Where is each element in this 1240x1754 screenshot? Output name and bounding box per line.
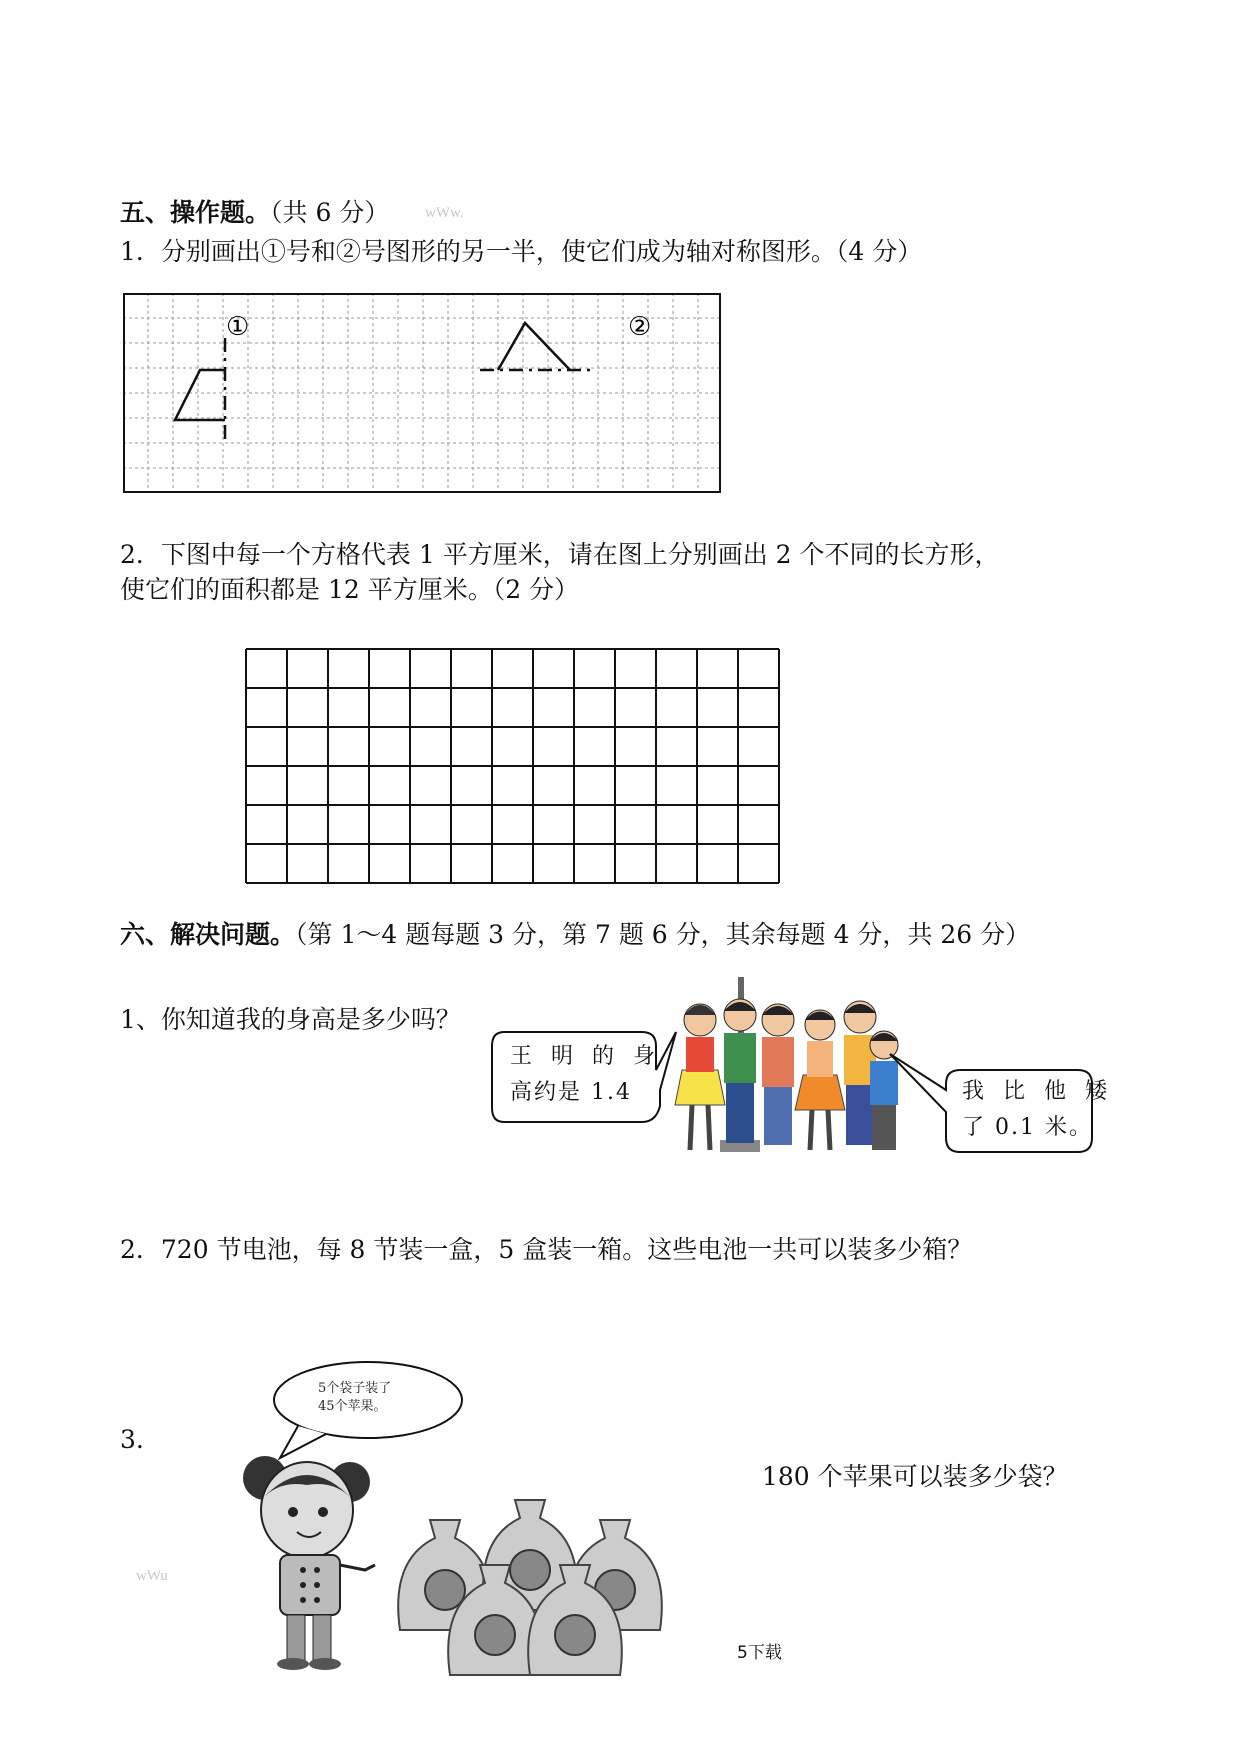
girl-illustration [225,1450,405,1670]
speech-bubble-left-line1: 王 明 的 身 [510,1044,661,1069]
q6-3-number: 3. [120,1425,144,1454]
speech-bubble-right-line1: 我 比 他 矮 [962,1079,1113,1104]
area-grid[interactable] [245,648,780,883]
figure-1-label: ① [226,312,250,342]
q5-2-line1: 2．下图中每一个方格代表 1 平方厘米，请在图上分别画出 2 个不同的长方形， [120,540,1000,569]
section5-heading [120,198,389,228]
section5-heading-text: 五、操作题。 [120,198,271,227]
children-measuring-illustration [660,975,900,1175]
figure-2-half [498,323,570,370]
speech-bubble-right-line2: 了 0.1 米。 [962,1115,1093,1140]
watermark-2: wWu [136,1568,168,1584]
figure-2-label: ② [628,312,652,342]
q5-1-text: 1．分别画出①号和②号图形的另一半，使它们成为轴对称图形。（4 分） [120,237,923,266]
q5-2-line2: 使它们的面积都是 12 平方厘米。（2 分） [120,575,580,604]
section6-heading-text: 六、解决问题。 [120,920,296,949]
section6-score: （第 1～4 题每题 3 分，第 7 题 6 分，其余每题 4 分，共 26 分） [295,920,1031,949]
thought-bubble-line2: 45个苹果。 [318,1399,387,1414]
footer-fragment: 5下载 [737,1643,782,1663]
q6-3-question: 180 个苹果可以装多少袋？ [762,1462,1068,1491]
figure-1-half [175,370,225,420]
section5-score: （共 6 分） [270,198,390,227]
section6-heading [120,920,1030,950]
speech-bubble-left-line2: 高约是 1.4 [510,1080,632,1105]
q6-2-text: 2．720 节电池，每 8 节装一盒，5 盒装一箱。这些电池一共可以装多少箱？ [120,1235,973,1264]
watermark: wWw. [425,205,464,221]
thought-bubble-line1: 5个袋子装了 [318,1381,392,1396]
symmetry-grid[interactable] [123,293,721,493]
q6-1-text: 1、你知道我的身高是多少吗？ [120,1005,461,1034]
apple-bags-illustration [390,1480,720,1680]
